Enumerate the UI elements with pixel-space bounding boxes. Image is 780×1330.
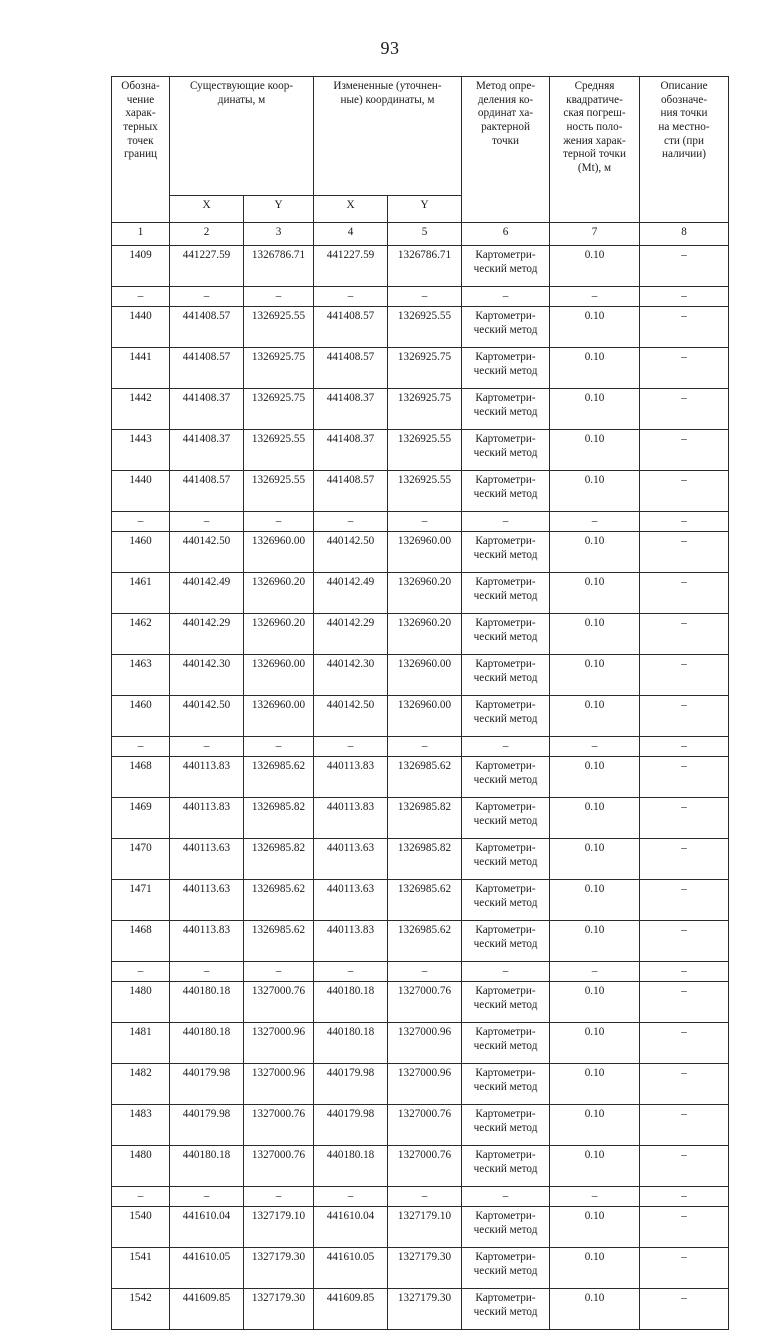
cell-point-id: 1463 [112,655,170,696]
cell-method: Картометри- ческий метод [462,921,550,962]
header-changed-coordinates: Измененные (уточнен- ные) координаты, м [314,77,462,196]
cell-existing-x: 441610.04 [170,1207,244,1248]
cell-method: Картометри- ческий метод [462,839,550,880]
cell-changed-x: 440179.98 [314,1064,388,1105]
cell-existing-y: – [244,737,314,757]
cell-description: – [640,737,729,757]
cell-point-id: 1460 [112,696,170,737]
cell-mt: 0.10 [550,880,640,921]
cell-method: Картометри- ческий метод [462,532,550,573]
cell-mt: 0.10 [550,1207,640,1248]
cell-method: Картометри- ческий метод [462,1023,550,1064]
cell-method: – [462,1187,550,1207]
table-row [112,389,729,430]
cell-description: – [640,1248,729,1289]
cell-point-id: 1468 [112,757,170,798]
cell-mt: 0.10 [550,573,640,614]
cell-changed-y: 1327000.76 [388,1146,462,1187]
coordinates-table [111,76,729,1330]
cell-description: – [640,1064,729,1105]
cell-method: – [462,287,550,307]
cell-existing-x: 441227.59 [170,246,244,287]
cell-mt: 0.10 [550,1146,640,1187]
cell-method: Картометри- ческий метод [462,573,550,614]
cell-changed-x: 440142.49 [314,573,388,614]
cell-changed-x: 440142.50 [314,696,388,737]
table-header [112,77,729,246]
cell-description: – [640,757,729,798]
cell-changed-y: 1326985.82 [388,839,462,880]
cell-changed-y: 1326985.62 [388,880,462,921]
cell-changed-x: 440142.29 [314,614,388,655]
cell-method: Картометри- ческий метод [462,1146,550,1187]
table-row [112,696,729,737]
cell-existing-y: – [244,1187,314,1207]
cell-point-id: 1471 [112,880,170,921]
cell-existing-y: – [244,287,314,307]
table-separator-row [112,962,729,982]
header-determination-method: Метод опре- деления ко- ординат ха- рактерной точки [462,77,550,223]
cell-method: Картометри- ческий метод [462,471,550,512]
cell-method: – [462,512,550,532]
cell-changed-x: 440142.50 [314,532,388,573]
cell-point-id: 1483 [112,1105,170,1146]
cell-description: – [640,982,729,1023]
cell-mt: 0.10 [550,430,640,471]
cell-method: Картометри- ческий метод [462,696,550,737]
column-number: 6 [462,223,550,246]
table-row [112,1146,729,1187]
table-separator-row [112,287,729,307]
cell-existing-x: 441408.37 [170,389,244,430]
cell-mt: 0.10 [550,532,640,573]
cell-method: Картометри- ческий метод [462,1207,550,1248]
column-number: 7 [550,223,640,246]
cell-existing-y: 1326925.55 [244,430,314,471]
cell-mt: 0.10 [550,1064,640,1105]
cell-changed-x: 441610.04 [314,1207,388,1248]
cell-description: – [640,1289,729,1330]
cell-description: – [640,532,729,573]
cell-existing-x: – [170,737,244,757]
column-number: 3 [244,223,314,246]
cell-changed-x: 440179.98 [314,1105,388,1146]
cell-changed-y: 1326985.62 [388,921,462,962]
cell-changed-y: 1326985.62 [388,757,462,798]
cell-method: Картометри- ческий метод [462,757,550,798]
cell-existing-x: 440179.98 [170,1105,244,1146]
cell-existing-y: 1326925.75 [244,348,314,389]
table-row [112,1105,729,1146]
cell-existing-x: – [170,962,244,982]
cell-mt: 0.10 [550,1023,640,1064]
cell-method: Картометри- ческий метод [462,1064,550,1105]
header-existing-y: Y [244,196,314,223]
table-row [112,921,729,962]
cell-existing-y: 1327000.76 [244,982,314,1023]
table-row [112,1064,729,1105]
cell-mt: 0.10 [550,614,640,655]
cell-existing-y: 1327000.96 [244,1064,314,1105]
cell-existing-y: 1326960.20 [244,614,314,655]
cell-changed-x: 441408.37 [314,430,388,471]
cell-point-id: – [112,962,170,982]
cell-description: – [640,471,729,512]
cell-existing-x: – [170,1187,244,1207]
cell-changed-x: – [314,962,388,982]
header-changed-x: X [314,196,388,223]
cell-description: – [640,389,729,430]
cell-point-id: 1440 [112,471,170,512]
cell-existing-x: 441408.37 [170,430,244,471]
header-existing-coordinates: Существующие коор- динаты, м [170,77,314,196]
cell-method: Картометри- ческий метод [462,982,550,1023]
cell-point-id: – [112,737,170,757]
cell-description: – [640,614,729,655]
cell-changed-x: 440113.83 [314,798,388,839]
cell-method: – [462,962,550,982]
cell-existing-y: 1326960.20 [244,573,314,614]
column-number-row [112,223,729,246]
table-row [112,798,729,839]
cell-description: – [640,880,729,921]
cell-existing-x: 441609.85 [170,1289,244,1330]
cell-changed-y: 1327179.10 [388,1207,462,1248]
cell-mt: 0.10 [550,798,640,839]
cell-description: – [640,1187,729,1207]
cell-point-id: 1461 [112,573,170,614]
coordinates-table-wrapper [111,76,728,1330]
table-row [112,1207,729,1248]
cell-description: – [640,1146,729,1187]
cell-existing-y: – [244,512,314,532]
cell-changed-x: 440113.83 [314,921,388,962]
cell-point-id: 1443 [112,430,170,471]
cell-changed-y: 1326786.71 [388,246,462,287]
table-row [112,348,729,389]
cell-existing-x: 440142.30 [170,655,244,696]
cell-existing-y: 1326985.62 [244,757,314,798]
cell-description: – [640,348,729,389]
cell-mt: 0.10 [550,839,640,880]
cell-existing-y: 1326960.00 [244,655,314,696]
cell-changed-x: 441227.59 [314,246,388,287]
table-row [112,1248,729,1289]
cell-mt: – [550,512,640,532]
cell-mt: – [550,737,640,757]
table-body [112,246,729,1330]
cell-changed-y: 1326960.00 [388,655,462,696]
cell-description: – [640,696,729,737]
cell-method: Картометри- ческий метод [462,1248,550,1289]
cell-changed-x: – [314,287,388,307]
column-number: 4 [314,223,388,246]
cell-existing-x: – [170,287,244,307]
cell-changed-x: 440113.63 [314,839,388,880]
cell-changed-x: 441408.57 [314,307,388,348]
cell-method: Картометри- ческий метод [462,880,550,921]
cell-changed-x: – [314,512,388,532]
cell-point-id: – [112,287,170,307]
column-number: 2 [170,223,244,246]
cell-changed-y: 1326960.00 [388,532,462,573]
cell-existing-y: 1326960.00 [244,532,314,573]
cell-changed-y: – [388,287,462,307]
cell-point-id: – [112,1187,170,1207]
cell-existing-x: 441408.57 [170,307,244,348]
table-row [112,573,729,614]
cell-method: Картометри- ческий метод [462,430,550,471]
cell-changed-y: – [388,737,462,757]
cell-changed-x: 441408.57 [314,348,388,389]
table-separator-row [112,1187,729,1207]
cell-method: Картометри- ческий метод [462,1289,550,1330]
cell-existing-x: 440180.18 [170,982,244,1023]
cell-point-id: 1442 [112,389,170,430]
cell-changed-y: 1326960.20 [388,614,462,655]
cell-description: – [640,1207,729,1248]
cell-point-id: 1469 [112,798,170,839]
cell-description: – [640,921,729,962]
cell-method: Картометри- ческий метод [462,655,550,696]
cell-changed-x: 440113.63 [314,880,388,921]
cell-changed-x: 441610.05 [314,1248,388,1289]
cell-changed-x: 440142.30 [314,655,388,696]
header-mean-square-error: Средняя квадратиче- ская погреш- ность поло- жения харак- терной точки (Mt), м [550,77,640,223]
cell-mt: 0.10 [550,389,640,430]
cell-changed-y: 1327179.30 [388,1248,462,1289]
cell-existing-y: 1327000.96 [244,1023,314,1064]
table-row [112,471,729,512]
cell-description: – [640,839,729,880]
cell-existing-y: 1326985.62 [244,880,314,921]
cell-existing-y: 1326960.00 [244,696,314,737]
cell-changed-x: 441408.57 [314,471,388,512]
cell-changed-y: 1326985.82 [388,798,462,839]
table-separator-row [112,737,729,757]
cell-point-id: 1482 [112,1064,170,1105]
cell-changed-x: 441609.85 [314,1289,388,1330]
cell-existing-x: 440180.18 [170,1146,244,1187]
cell-mt: 0.10 [550,307,640,348]
cell-changed-y: 1327000.76 [388,982,462,1023]
table-row [112,880,729,921]
cell-mt: 0.10 [550,921,640,962]
table-row [112,246,729,287]
cell-point-id: 1462 [112,614,170,655]
cell-existing-x: 440180.18 [170,1023,244,1064]
cell-mt: – [550,287,640,307]
table-row [112,307,729,348]
cell-existing-x: – [170,512,244,532]
cell-mt: 0.10 [550,1248,640,1289]
table-row [112,1289,729,1330]
table-row [112,757,729,798]
cell-point-id: 1468 [112,921,170,962]
cell-existing-x: 440179.98 [170,1064,244,1105]
cell-method: Картометри- ческий метод [462,246,550,287]
cell-point-id: 1470 [112,839,170,880]
cell-changed-y: 1326925.75 [388,389,462,430]
cell-existing-y: 1326985.62 [244,921,314,962]
cell-method: – [462,737,550,757]
cell-changed-x: – [314,1187,388,1207]
page-number: 93 [380,38,400,58]
cell-description: – [640,246,729,287]
header-changed-y: Y [388,196,462,223]
table-row [112,430,729,471]
cell-point-id: 1441 [112,348,170,389]
cell-existing-y: 1327179.10 [244,1207,314,1248]
cell-point-id: 1440 [112,307,170,348]
cell-mt: 0.10 [550,696,640,737]
cell-changed-y: 1326925.75 [388,348,462,389]
header-point-description: Описание обозначе- ния точки на местно- сти (при наличии) [640,77,729,223]
cell-method: Картометри- ческий метод [462,348,550,389]
cell-method: Картометри- ческий метод [462,389,550,430]
cell-changed-x: 440180.18 [314,982,388,1023]
cell-existing-y: 1326925.75 [244,389,314,430]
header-point-designation: Обозна- чение харак- терных точек границ [112,77,170,223]
cell-method: Картометри- ческий метод [462,307,550,348]
cell-description: – [640,1105,729,1146]
cell-existing-x: 440113.83 [170,798,244,839]
cell-existing-y: 1326786.71 [244,246,314,287]
cell-mt: – [550,1187,640,1207]
cell-changed-y: 1327179.30 [388,1289,462,1330]
cell-changed-x: 440113.83 [314,757,388,798]
cell-mt: 0.10 [550,982,640,1023]
table-row [112,982,729,1023]
header-existing-x: X [170,196,244,223]
cell-changed-y: 1326960.20 [388,573,462,614]
table-separator-row [112,512,729,532]
cell-description: – [640,1023,729,1064]
cell-existing-x: 440113.83 [170,921,244,962]
cell-existing-x: 440142.29 [170,614,244,655]
table-row [112,839,729,880]
cell-description: – [640,512,729,532]
cell-mt: 0.10 [550,757,640,798]
cell-mt: 0.10 [550,246,640,287]
cell-changed-y: – [388,512,462,532]
cell-existing-x: 440113.63 [170,880,244,921]
cell-existing-x: 440113.83 [170,757,244,798]
cell-mt: 0.10 [550,1105,640,1146]
cell-changed-y: 1327000.96 [388,1064,462,1105]
cell-method: Картометри- ческий метод [462,798,550,839]
cell-existing-y: – [244,962,314,982]
cell-existing-y: 1327179.30 [244,1248,314,1289]
cell-existing-x: 440142.50 [170,696,244,737]
cell-point-id: 1409 [112,246,170,287]
cell-existing-y: 1327000.76 [244,1146,314,1187]
cell-changed-y: 1326925.55 [388,307,462,348]
table-row [112,614,729,655]
cell-mt: – [550,962,640,982]
cell-method: Картометри- ческий метод [462,614,550,655]
cell-point-id: 1480 [112,1146,170,1187]
cell-existing-y: 1327000.76 [244,1105,314,1146]
column-number: 1 [112,223,170,246]
cell-mt: 0.10 [550,471,640,512]
cell-existing-y: 1326925.55 [244,307,314,348]
cell-point-id: 1480 [112,982,170,1023]
cell-description: – [640,655,729,696]
cell-description: – [640,430,729,471]
column-number: 5 [388,223,462,246]
cell-existing-y: 1327179.30 [244,1289,314,1330]
cell-point-id: – [112,512,170,532]
table-row [112,1023,729,1064]
cell-point-id: 1481 [112,1023,170,1064]
cell-changed-x: 440180.18 [314,1146,388,1187]
cell-existing-x: 440142.50 [170,532,244,573]
cell-existing-x: 440113.63 [170,839,244,880]
cell-point-id: 1541 [112,1248,170,1289]
cell-changed-y: 1327000.96 [388,1023,462,1064]
cell-description: – [640,573,729,614]
cell-changed-y: 1326925.55 [388,430,462,471]
cell-changed-y: 1327000.76 [388,1105,462,1146]
cell-mt: 0.10 [550,1289,640,1330]
cell-mt: 0.10 [550,348,640,389]
cell-changed-y: – [388,1187,462,1207]
cell-point-id: 1542 [112,1289,170,1330]
cell-changed-x: 441408.37 [314,389,388,430]
table-row [112,655,729,696]
cell-changed-y: – [388,962,462,982]
cell-existing-y: 1326985.82 [244,798,314,839]
cell-changed-x: 440180.18 [314,1023,388,1064]
column-number: 8 [640,223,729,246]
cell-point-id: 1540 [112,1207,170,1248]
cell-changed-y: 1326960.00 [388,696,462,737]
cell-existing-y: 1326925.55 [244,471,314,512]
cell-changed-x: – [314,737,388,757]
cell-existing-y: 1326985.82 [244,839,314,880]
cell-existing-x: 441610.05 [170,1248,244,1289]
cell-description: – [640,307,729,348]
cell-existing-x: 441408.57 [170,348,244,389]
table-row [112,532,729,573]
cell-description: – [640,287,729,307]
cell-mt: 0.10 [550,655,640,696]
cell-description: – [640,798,729,839]
cell-existing-x: 440142.49 [170,573,244,614]
header-row-main [112,77,729,196]
cell-existing-x: 441408.57 [170,471,244,512]
cell-changed-y: 1326925.55 [388,471,462,512]
cell-method: Картометри- ческий метод [462,1105,550,1146]
cell-description: – [640,962,729,982]
cell-point-id: 1460 [112,532,170,573]
